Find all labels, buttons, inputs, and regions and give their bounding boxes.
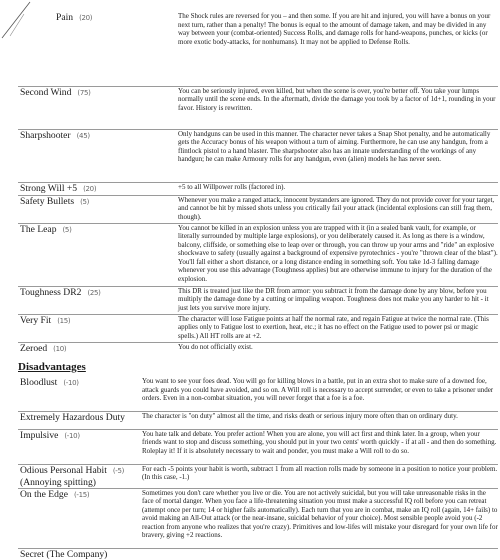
trait-name-detail: (Annoying spitting) xyxy=(20,476,96,488)
point-cost-note: (20) xyxy=(83,184,97,193)
advantages-table xyxy=(18,12,498,355)
trait-description: You hate talk and debate. You prefer action! When you are alone, you will act first and think later. In a group, when your friends want to stop and discuss something, you should put in your two cents' worth quickly - if at all - and then do something. Roleplay it! If it is absolutely necessary to wait and ponder, you must make a Will roll to do so. xyxy=(142,429,497,455)
trait-row xyxy=(18,129,498,182)
point-cost-note: (15) xyxy=(57,316,71,325)
trait-name: Bloodlust xyxy=(20,377,58,388)
trait-row xyxy=(18,342,498,355)
trait-name: Safety Bullets xyxy=(20,195,75,207)
trait-name: Odious Personal Habit xyxy=(20,464,107,476)
trait-row xyxy=(18,223,498,286)
trait-row xyxy=(18,182,498,195)
trait-name: Zeroed xyxy=(20,342,48,354)
trait-name: Second Wind xyxy=(20,86,72,98)
disadvantages-table xyxy=(18,377,498,560)
trait-name: Secret (The Company) xyxy=(20,548,108,560)
trait-row xyxy=(18,464,498,488)
disadvantages-heading: Disadvantages xyxy=(18,361,86,373)
trait-row xyxy=(18,195,498,223)
trait-description: You do not officially exist. xyxy=(178,342,253,351)
trait-description: You want to see your foes dead. You will go for killing blows in a battle, put in an extra shot to make sure of a downed foe, attack guards you could have avoided, and so on. A Will roll is necessary to accept surrender, or even to take a prisoner under orders. Even in a non-combat situation, you will never forget that a foe is a foe. xyxy=(142,377,494,403)
trait-row xyxy=(18,429,498,464)
trait-description: Only handguns can be used in this manner. The character never takes a Snap Shot penalty, and he automatically gets the Accuracy bonus of his weapon without a turn of aiming. Furthermore, he can use any handgun, from a flintlock pistol to a hand blaster. The sharpshooter also has an innate understanding of the workings of any handgun; he can make Armoury rolls for any handgun, even (alien) models he has never seen. xyxy=(178,129,491,164)
trait-name: Strong Will +5 xyxy=(20,182,78,194)
trait-row xyxy=(18,377,498,411)
trait-row xyxy=(18,548,498,560)
trait-row xyxy=(18,314,498,342)
trait-name: Sharpshooter xyxy=(20,129,71,141)
trait-description: You cannot be killed in an explosion unless you are trapped with it (in a sealed bank vault, for example, or literally surrounded by multiple large explosions), or you deliberately caused it. As long as there is a window, balcony, cliffside, or something else to leap over or through, you can throw up your arms and "ride" an explosive shockwave to safety (usually against a background of expensive pyrotechnics - you're "thrown clear of the blast"). You'll fall either a short distance, or a long distance ending in something soft. You take 1d-3 falling damage whenever you use this advantage (Toughness applies) but are otherwise immune to injury for the duration of the explosion. xyxy=(178,223,498,284)
point-cost-note: (45) xyxy=(76,131,90,140)
point-cost-note: (-10) xyxy=(63,379,79,387)
trait-description: Sometimes you don't care whether you live or die. You are not actively suicidal, but you will take unreasonable risks in the face of mortal danger. When you face a life-threatening situation you must make a successful IQ roll before you can retreat (attempt once per turn; 14 or higher fails automatically). Each turn that you are in combat, make an IQ roll (again, 14+ fails) to avoid making an All-Out attack (or the near-insane, suicidal behavior of your choice). Most sensible people avoid you (-2 reaction from anyone who realizes that you're crazy). Primitives and low-lifes will mistake your disregard for your own life for bravery, giving +2 reactions. xyxy=(142,488,498,540)
trait-name: The Leap xyxy=(20,223,57,235)
trait-description: The Shock rules are reversed for you – and then some. If you are hit and injured, you will have a bonus on your next turn, rather than a penalty! The bonus is equal to the amount of damage taken, and may be divided in any way between your (combat-oriented) Success Rolls, and damage rolls for hand-weapons, punches, or kicks (or more exotic body-attacks, for nonhumans). It may not be applied to Defense Rolls. xyxy=(178,12,491,46)
point-cost-note: (75) xyxy=(77,88,91,97)
trait-row xyxy=(18,12,498,86)
point-cost-note: (-15) xyxy=(73,490,90,499)
trait-description: Whenever you make a ranged attack, innocent bystanders are ignored. They do not provide cover for your target, and cannot be hit by missed shots unless you critically fail your attack (incidental explosions can still frag them, though). xyxy=(178,195,495,221)
trait-description: This DR is treated just like the DR from armor: you subtract it from the damage done by any blow, before you multiply the damage done by a cutting or impaling weapon. Toughness does not make you any harder to hit - it just lets you survive more injury. xyxy=(178,286,489,312)
point-cost-note: (5) xyxy=(80,197,90,206)
point-cost-note: (-10) xyxy=(64,431,80,440)
trait-description: +5 to all Willpower rolls (factored in). xyxy=(178,182,286,191)
point-cost-note: (5) xyxy=(62,225,72,234)
trait-row xyxy=(18,86,498,129)
trait-name: Very Fit xyxy=(20,314,52,326)
trait-description: You can be seriously injured, even killed, but when the scene is over, you're better off. You take your lumps normally until the scene ends. In the aftermath, divide the damage you took by a factor of 1d+1, rounding in your favor. History is rewritten. xyxy=(178,86,496,112)
trait-row xyxy=(18,286,498,314)
point-cost-note: (25) xyxy=(87,288,101,297)
trait-name: Impulsive xyxy=(20,429,59,441)
point-cost-note: (-5) xyxy=(112,466,125,475)
trait-row xyxy=(18,411,498,429)
trait-name: On the Edge xyxy=(20,488,68,500)
trait-name: Pain xyxy=(56,12,74,23)
trait-description: The character is "on duty" almost all the time, and risks death or serious injury more often than on ordinary duty. xyxy=(142,411,458,420)
point-cost-note: (20) xyxy=(79,14,93,22)
trait-description xyxy=(140,548,498,560)
point-cost-note: (10) xyxy=(53,344,67,353)
trait-name: Toughness DR2 xyxy=(20,286,82,298)
trait-description: For each -5 points your habit is worth, subtract 1 from all reaction rolls made by someone in a position to notice your problem. (In this case, -1.) xyxy=(142,464,498,482)
trait-row xyxy=(18,488,498,548)
trait-name: Extremely Hazardous Duty xyxy=(20,411,125,423)
trait-description: The character will lose Fatigue points at half the normal rate, and regain Fatigue at twice the normal rate. (This applies only to Fatigue lost to exertion, heat, etc.; it has no effect on the Fatigue used to power psi or magic spells.) All HT rolls are at +2. xyxy=(178,314,489,340)
